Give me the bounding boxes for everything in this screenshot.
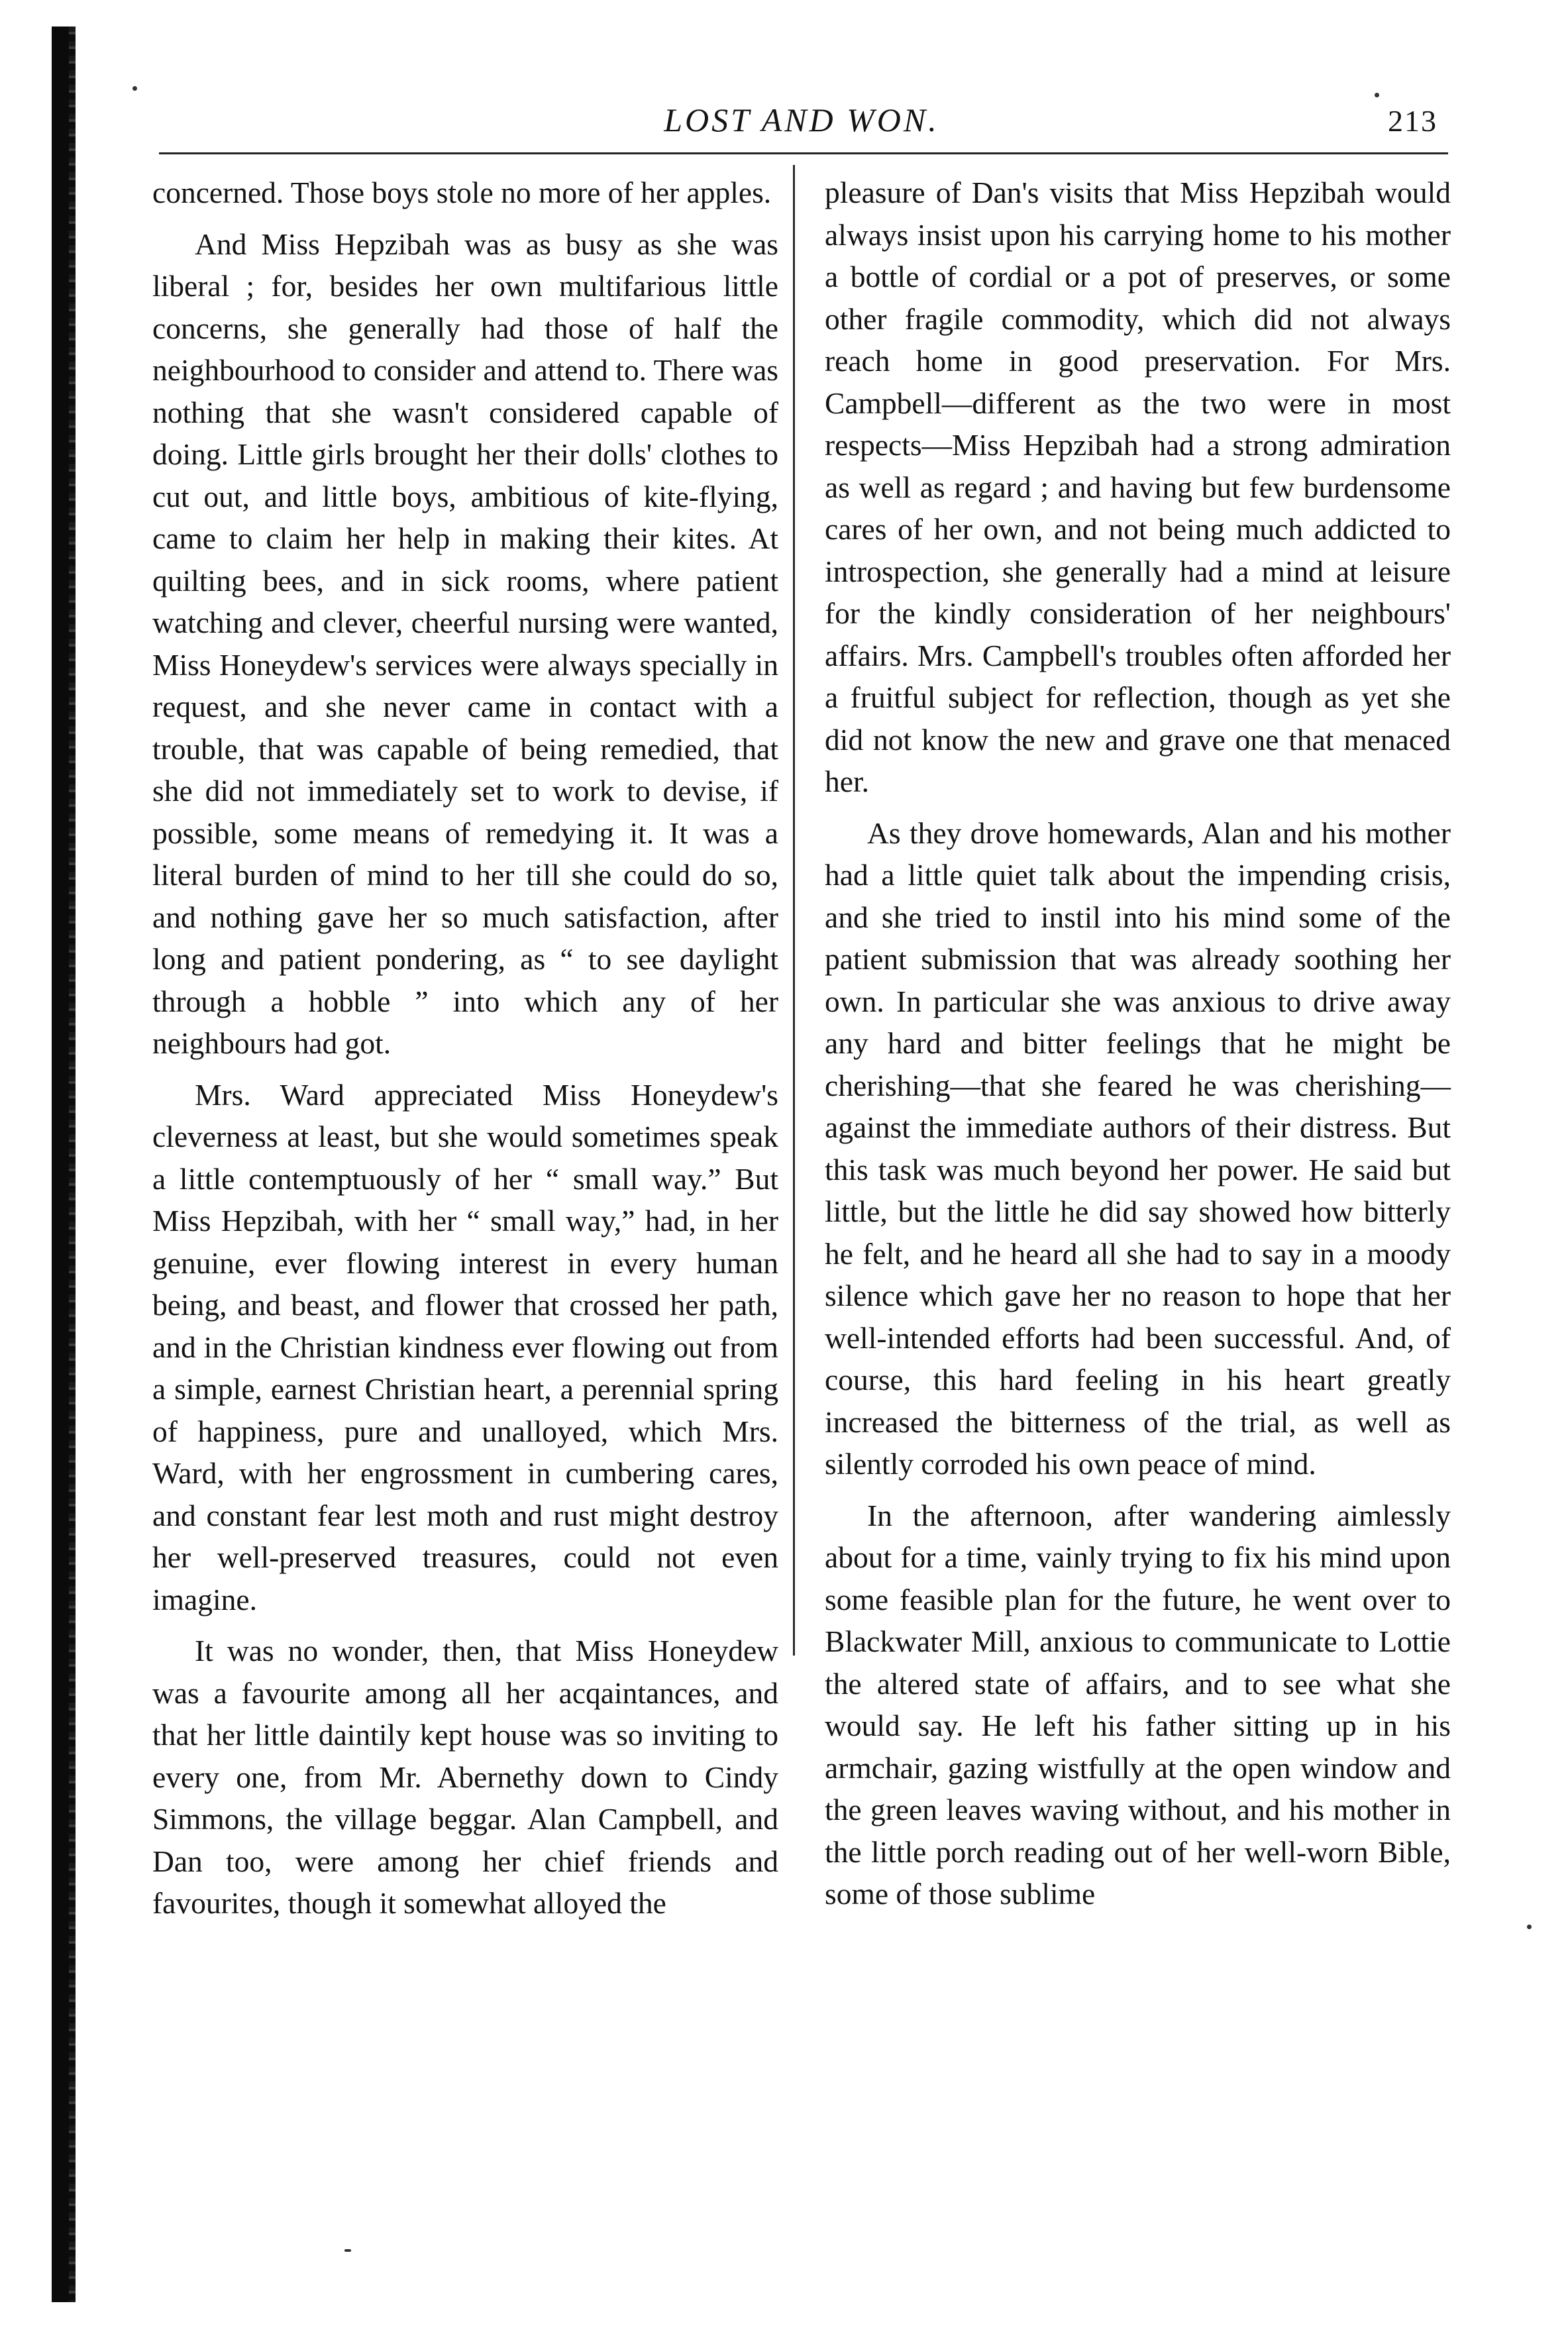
running-head-title: LOST AND WON. <box>664 101 939 138</box>
scan-speck <box>1375 93 1379 97</box>
paragraph: concerned. Those boys stole no more of her apples. <box>152 176 772 209</box>
column-divider <box>793 165 795 1656</box>
right-column <box>825 172 1451 1934</box>
text-columns <box>152 172 1451 1934</box>
book-page <box>152 86 1451 1934</box>
scan-speck <box>344 2249 351 2252</box>
paragraph: pleasure of Dan's visits that Miss Hepzibah would always insist upon his carrying home to his mother a bottle of cordial or a pot of preserves, or some other fragile commodity, which did not always reach home in good preservation. For Mrs. Campbell—different as the two were in most respects—Miss Hepzibah had a strong admiration as well as regard ; and having but few burdensome cares of her own, and not being much addicted to introspection, she generally had a mind at leisure for the kindly consideration of her neighbours' affairs. Mrs. Campbell's troubles often afforded her a fruitful subject for reflection, though as yet she did not know the new and grave one that menaced her. <box>825 176 1451 798</box>
paragraph: It was no wonder, then, that Miss Honeydew was a favourite among all her acqaintances, and that her little daintily kept house was so inviting to every one, from Mr. Abernethy down to Cindy Simmons, the village beggar. Alan Campbell, and Dan too, were among her chief friends and favourites, though it somewhat alloyed the <box>152 1634 778 1920</box>
paragraph: In the afternoon, after wandering aimlessly about for a time, vainly trying to fix his mind upon some feasible plan for the future, he went over to Blackwater Mill, anxious to communicate to Lottie the altered state of affairs, and to see what she would say. He left his father sitting up in his armchair, gazing wistfully at the open window and the green leaves waving without, and his mother in the little porch reading out of her well-worn Bible, some of those sublime <box>825 1498 1451 1911</box>
page-number: 213 <box>1388 104 1437 138</box>
header-rule <box>159 152 1448 154</box>
left-column <box>152 172 778 1934</box>
paragraph: And Miss Hepzibah was as busy as she was liberal ; for, besides her own multifarious little concerns, she generally had those of half the neighbourhood to consider and attend to. There was nothing that she wasn't considered capable of doing. Little girls brought her their dolls' clothes to cut out, and little boys, ambitious of kite-flying, came to claim her help in making their kites. At quilting bees, and in sick rooms, where patient watching and clever, cheerful nursing were wanted, Miss Honeydew's services were always specially in request, and she never came in contact with a trouble, that was capable of being remedied, that she did not immediately set to work to devise, if possible, some means of remedying it. It was a literal burden of mind to her till she could do so, and nothing gave her so much satisfaction, after long and patient pondering, as “ to see daylight through a hobble ” into which any of her neighbours had got. <box>152 227 778 1060</box>
paragraph: Mrs. Ward appreciated Miss Honeydew's cleverness at least, but she would sometimes speak a little contemptuously of her “ small way.” But Miss Hepzibah, with her “ small way,” had, in her genuine, ever flowing interest in every human being, and beast, and flower that crossed her path, and in the Christian kindness ever flowing out from a simple, earnest Christian heart, a perennial spring of happiness, pure and unalloyed, which Mrs. Ward, with her engrossment in cumbering cares, and constant fear lest moth and rust might destroy her well-preserved treasures, could not even imagine. <box>152 1077 778 1616</box>
scan-speck <box>1527 1925 1532 1929</box>
scan-speck <box>132 86 137 91</box>
running-head <box>152 86 1451 152</box>
scan-edge-shadow <box>52 26 74 2302</box>
paragraph: As they drove homewards, Alan and his mother had a little quiet talk about the impending crisis, and she tried to instil into his mind some of the patient submission that was already soothing her own. In particular she was anxious to drive away any hard and bitter feelings that he might be cherishing—that she feared he was cherishing—against the immediate authors of their distress. But this task was much beyond her power. He said but little, but the little he did say showed how bitterly he felt, and he heard all she had to say in a moody silence which gave her no reason to hope that her well-intended efforts had been successful. And, of course, this hard feeling in his heart greatly increased the bitterness of the trial, as well as silently corroded his own peace of mind. <box>825 816 1451 1481</box>
